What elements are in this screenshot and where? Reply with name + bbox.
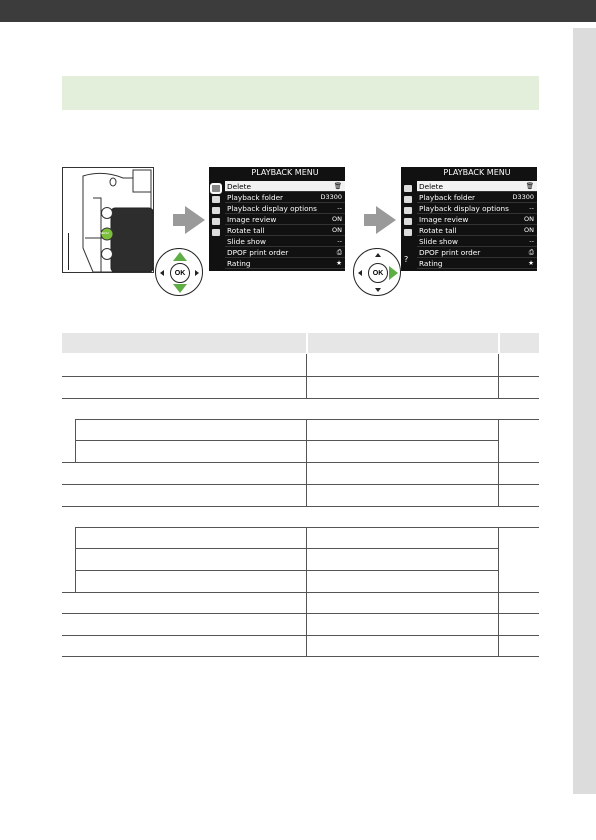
table-row [75, 548, 498, 549]
table-col-divider [306, 462, 307, 506]
table-group-bracket [75, 527, 76, 592]
menu-item: Delete 🗑 [225, 181, 345, 192]
up-triangle-icon [375, 253, 381, 257]
menu-item: Playback display options -- [417, 203, 537, 214]
recent-tab-icon [404, 229, 412, 236]
menu-item: Playback display options -- [225, 203, 345, 214]
up-triangle-icon [173, 252, 187, 261]
right-triangle-icon [195, 270, 199, 276]
menu-item: DPOF print order ⎙ [225, 247, 345, 258]
table-row [62, 376, 539, 377]
arrow-right-icon [185, 206, 205, 234]
right-triangle-icon [389, 266, 398, 280]
menu-list [417, 181, 537, 269]
table-row [75, 527, 539, 528]
menu-tab-icons [401, 181, 415, 271]
table-row [75, 440, 498, 441]
camera-tab-icon [404, 196, 412, 203]
camera-back-illustration [62, 167, 154, 273]
screen-title: PLAYBACK MENU [443, 168, 511, 177]
menu-item: Rotate tall ON [225, 225, 345, 236]
menu-list [225, 181, 345, 269]
menu-tab-icons [209, 181, 223, 271]
table-row [62, 462, 539, 463]
table-col-divider [306, 527, 307, 592]
table-header-divider [498, 333, 500, 353]
menu-item: DPOF print order ⎙ [417, 247, 537, 258]
menu-item: Image review ON [225, 214, 345, 225]
table-col-divider [498, 527, 499, 592]
table-row [62, 656, 539, 657]
ok-button: OK [368, 263, 388, 283]
table-row [62, 484, 539, 485]
table-header-divider [306, 333, 308, 353]
menu-item: Slide show -- [417, 236, 537, 247]
table-row [62, 635, 539, 636]
playback-tab-icon [404, 185, 412, 192]
table-header-row [62, 333, 539, 353]
menu-item: Playback folder D3300 [225, 192, 345, 203]
top-bar [0, 0, 596, 22]
table-row [75, 570, 498, 571]
down-triangle-icon [173, 284, 187, 293]
table-col-divider [498, 419, 499, 462]
down-triangle-icon [375, 288, 381, 292]
left-triangle-icon [358, 270, 362, 276]
table-row [62, 592, 539, 593]
table-col-divider [498, 462, 499, 506]
wrench-tab-icon [404, 207, 412, 214]
ok-button: OK [170, 263, 190, 283]
playback-tab-icon [212, 185, 220, 192]
menu-button-label: MENU [100, 231, 109, 235]
table-col-divider [306, 592, 307, 656]
table-col-divider [306, 419, 307, 462]
multi-selector-right [353, 248, 401, 296]
wrench-tab-icon [212, 207, 220, 214]
table-row [75, 419, 539, 420]
menu-item: Playback folder D3300 [417, 192, 537, 203]
callout-leader-line [68, 233, 69, 270]
menu-item: Delete 🗑 [417, 181, 537, 192]
recent-tab-icon [212, 229, 220, 236]
menu-item: Rating ★ [417, 258, 537, 269]
playback-menu-screen-1 [209, 167, 345, 271]
menu-item: Rating ★ [225, 258, 345, 269]
multi-selector-up-down [155, 248, 203, 296]
table-group-bracket [75, 419, 76, 462]
arrow-right-icon [376, 206, 396, 234]
table-col-divider [498, 354, 499, 398]
screen-title: PLAYBACK MENU [251, 168, 319, 177]
table-col-divider [306, 354, 307, 398]
table-row [62, 506, 539, 507]
menu-item: Rotate tall ON [417, 225, 537, 236]
menu-item: Slide show -- [225, 236, 345, 247]
camera-body-icon [63, 168, 153, 272]
table-row [62, 613, 539, 614]
side-thumb-tab [573, 28, 596, 794]
section-heading-bar [62, 76, 539, 110]
table-col-divider [498, 592, 499, 656]
retouch-tab-icon [212, 218, 220, 225]
retouch-tab-icon [404, 218, 412, 225]
menu-item: Image review ON [417, 214, 537, 225]
playback-menu-screen-2 [401, 167, 537, 271]
camera-tab-icon [212, 196, 220, 203]
left-triangle-icon [160, 270, 164, 276]
help-icon: ? [404, 255, 409, 264]
table-row [62, 398, 539, 399]
